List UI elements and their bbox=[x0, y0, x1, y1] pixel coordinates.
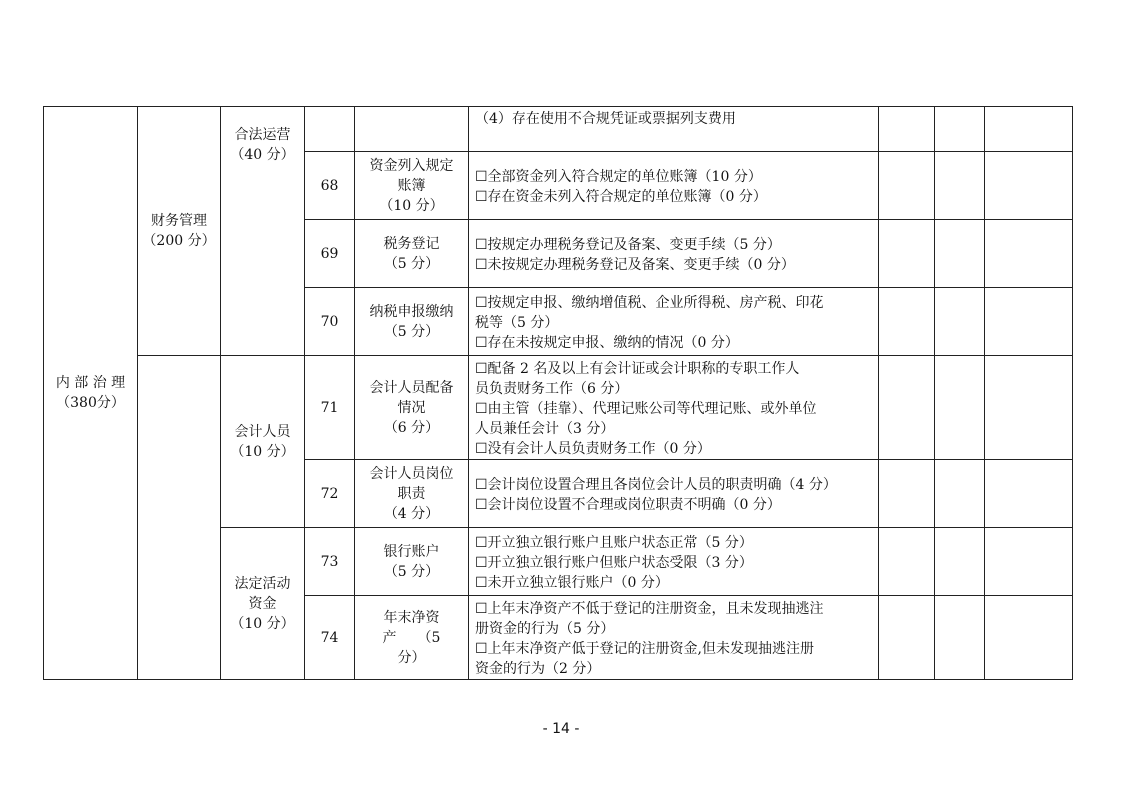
table-row bbox=[44, 107, 1073, 152]
criteria-line: ☐全部资金列入符合规定的单位账簿（10 分） bbox=[475, 168, 762, 185]
criteria-line: ☐开立独立银行账户且账户状态正常（5 分） bbox=[475, 534, 753, 551]
item-name-line: 职责 bbox=[397, 485, 426, 502]
blank-cell bbox=[985, 220, 1073, 288]
blank-cell bbox=[879, 152, 935, 220]
criteria-line: ☐上年末净资产低于登记的注册资金,但未发现抽逃注册 bbox=[475, 640, 814, 657]
blank-cell bbox=[879, 460, 935, 528]
item-name-cell bbox=[355, 356, 469, 460]
item-name-cell bbox=[355, 596, 469, 680]
blank-cell bbox=[879, 107, 935, 152]
group-funds-cell bbox=[221, 528, 305, 680]
level2-name: 财务管理 bbox=[151, 213, 207, 229]
criteria-line: （4）存在使用不合规凭证或票据列支费用 bbox=[475, 111, 736, 127]
criteria-line: ☐未按规定办理税务登记及备案、变更手续（0 分） bbox=[475, 256, 795, 273]
blank-cell bbox=[935, 288, 985, 356]
criteria-line: 人员兼任会计（3 分） bbox=[475, 420, 615, 437]
item-name-line: 纳税申报缴纳 bbox=[369, 303, 454, 320]
criteria-cell bbox=[469, 460, 879, 528]
group-accounting-cell bbox=[221, 356, 305, 528]
blank-cell bbox=[935, 220, 985, 288]
level1-name: 内 部 治 理 bbox=[55, 375, 126, 391]
item-score: （10 分） bbox=[379, 197, 444, 214]
criteria-cell bbox=[469, 288, 879, 356]
item-score: （5 分） bbox=[383, 563, 440, 580]
criteria-cell bbox=[469, 107, 879, 152]
blank-cell bbox=[935, 528, 985, 596]
item-number-cell bbox=[305, 107, 355, 152]
item-number: 69 bbox=[305, 220, 355, 288]
item-score: 分） bbox=[397, 649, 426, 666]
level2-empty-cell bbox=[138, 356, 221, 680]
criteria-line: 税等（5 分） bbox=[475, 314, 559, 331]
blank-cell bbox=[935, 107, 985, 152]
blank-cell bbox=[879, 288, 935, 356]
item-name-line: 会计人员配备 bbox=[369, 379, 454, 396]
item-name-line: 情况 bbox=[397, 399, 426, 416]
item-number: 73 bbox=[305, 528, 355, 596]
blank-cell bbox=[879, 356, 935, 460]
criteria-cell bbox=[469, 596, 879, 680]
item-score: （5 分） bbox=[383, 255, 440, 272]
blank-cell bbox=[935, 460, 985, 528]
group-score: （10 分） bbox=[230, 443, 295, 460]
criteria-line: ☐存在资金未列入符合规定的单位账簿（0 分） bbox=[475, 188, 767, 205]
blank-cell bbox=[935, 356, 985, 460]
item-name-line: 产 （5 bbox=[382, 629, 441, 646]
criteria-line: 员负责财务工作（6 分） bbox=[475, 380, 629, 397]
blank-cell bbox=[879, 596, 935, 680]
criteria-cell bbox=[469, 528, 879, 596]
blank-cell bbox=[935, 596, 985, 680]
item-name-cell bbox=[355, 460, 469, 528]
criteria-line: ☐会计岗位设置合理且各岗位会计人员的职责明确（4 分） bbox=[475, 476, 837, 493]
blank-cell bbox=[935, 152, 985, 220]
criteria-line: ☐按规定申报、缴纳增值税、企业所得税、房产税、印花 bbox=[475, 294, 824, 311]
item-name-line: 银行账户 bbox=[383, 543, 440, 560]
item-number: 70 bbox=[305, 288, 355, 356]
blank-cell bbox=[985, 356, 1073, 460]
item-name-cell bbox=[355, 528, 469, 596]
item-name-line: 税务登记 bbox=[383, 235, 440, 252]
level1-category-cell bbox=[44, 107, 138, 680]
item-number: 68 bbox=[305, 152, 355, 220]
group-name: 法定活动 bbox=[234, 575, 291, 592]
criteria-line: ☐没有会计人员负责财务工作（0 分） bbox=[475, 440, 711, 457]
criteria-line: 册资金的行为（5 分） bbox=[475, 620, 615, 637]
item-number: 71 bbox=[305, 356, 355, 460]
blank-cell bbox=[985, 460, 1073, 528]
item-name-cell bbox=[355, 288, 469, 356]
page-number: - 14 - bbox=[542, 721, 580, 737]
criteria-line: ☐按规定办理税务登记及备案、变更手续（5 分） bbox=[475, 236, 781, 253]
criteria-cell bbox=[469, 220, 879, 288]
criteria-line: 资金的行为（2 分） bbox=[475, 660, 601, 677]
criteria-line: ☐未开立独立银行账户（0 分） bbox=[475, 574, 669, 591]
item-score: （5 分） bbox=[383, 323, 440, 340]
item-name-line: 资金列入规定 bbox=[369, 157, 454, 174]
blank-cell bbox=[985, 288, 1073, 356]
criteria-cell bbox=[469, 152, 879, 220]
group-name: 合法运营 bbox=[234, 127, 291, 143]
criteria-line: ☐会计岗位设置不合理或岗位职责不明确（0 分） bbox=[475, 496, 781, 513]
group-legal-ops-cell bbox=[221, 107, 305, 356]
blank-cell bbox=[985, 596, 1073, 680]
blank-cell bbox=[879, 220, 935, 288]
group-name: 资金 bbox=[248, 595, 277, 612]
level1-score: （380分） bbox=[56, 395, 125, 411]
group-score: （10 分） bbox=[230, 615, 295, 632]
item-name-line: 会计人员岗位 bbox=[369, 465, 454, 482]
item-name-cell bbox=[355, 152, 469, 220]
criteria-line: ☐开立独立银行账户但账户状态受限（3 分） bbox=[475, 554, 753, 571]
level2-score: （200 分） bbox=[142, 233, 216, 249]
item-score: （6 分） bbox=[383, 419, 440, 436]
item-name-cell bbox=[355, 107, 469, 152]
item-name-line: 年末净资 bbox=[383, 609, 440, 626]
criteria-line: ☐由主管（挂靠）、代理记账公司等代理记账、或外单位 bbox=[475, 400, 817, 417]
item-name-line: 账簿 bbox=[397, 177, 426, 194]
evaluation-table bbox=[43, 106, 1073, 680]
table-row bbox=[44, 356, 1073, 460]
group-name: 会计人员 bbox=[234, 423, 291, 440]
item-name-cell bbox=[355, 220, 469, 288]
criteria-line: ☐存在未按规定申报、缴纳的情况（0 分） bbox=[475, 334, 739, 351]
blank-cell bbox=[985, 152, 1073, 220]
level2-category-cell bbox=[138, 107, 221, 356]
item-number: 72 bbox=[305, 460, 355, 528]
criteria-cell bbox=[469, 356, 879, 460]
blank-cell bbox=[879, 528, 935, 596]
criteria-line: ☐配备 2 名及以上有会计证或会计职称的专职工作人 bbox=[475, 360, 800, 377]
group-score: （40 分） bbox=[230, 147, 295, 163]
blank-cell bbox=[985, 528, 1073, 596]
criteria-line: ☐上年末净资产不低于登记的注册资金，且未发现抽逃注 bbox=[475, 600, 824, 617]
item-score: （4 分） bbox=[383, 505, 440, 522]
item-number: 74 bbox=[305, 596, 355, 680]
blank-cell bbox=[985, 107, 1073, 152]
